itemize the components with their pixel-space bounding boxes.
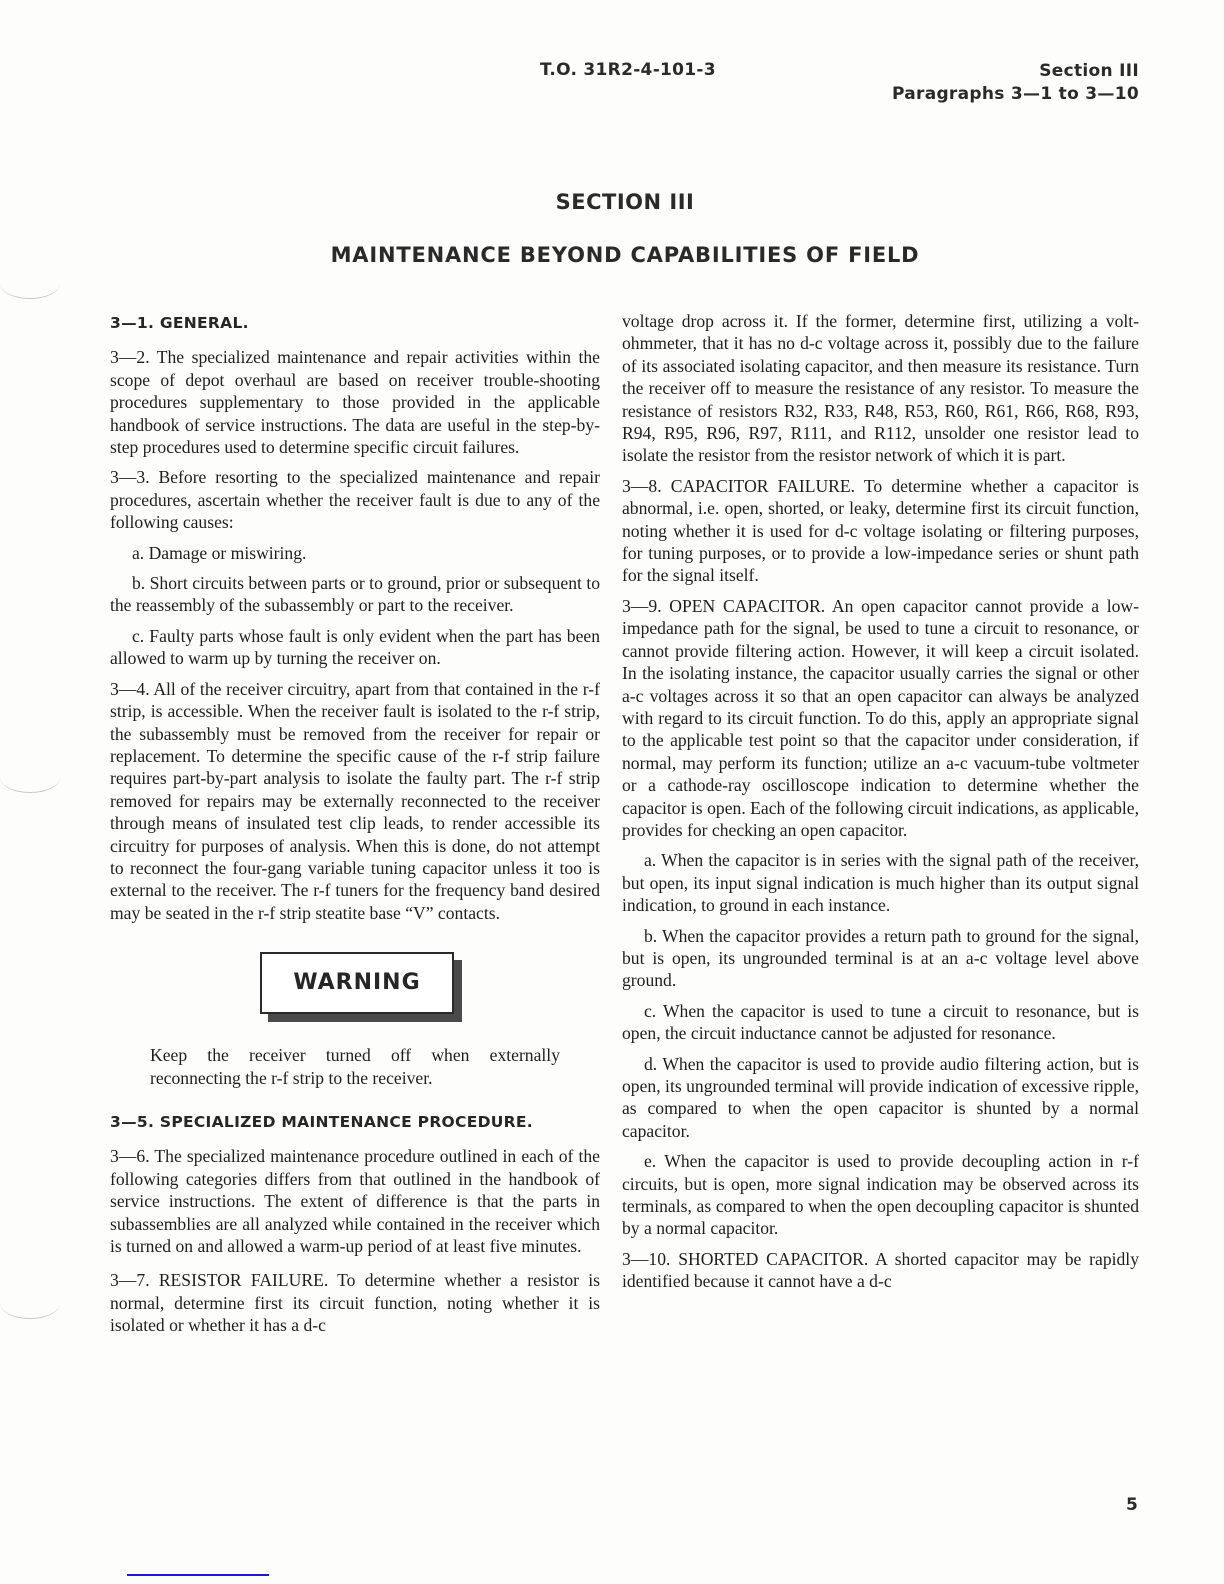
section-label: Section III: [1039, 61, 1139, 81]
heading-general: 3—1. GENERAL.: [110, 314, 249, 332]
paragraph-3-9: 3—9. OPEN CAPACITOR. An open capacitor cannot provide a low-impedance path for the signal, be used to tune a circuit to resonance, or cannot provide filtering action. However, it will keep a circuit isolated. In the isolating instance, the capacitor usually carries the signal or other a-c voltages across it so that an open capacitor can always be analyzed with regard to its circuit function. To do this, apply an appropriate signal to the applicable test point so that the capacitor under consideration, if normal, may perform its function; utilize an a-c vacuum-tube voltmeter or a cathode-ray oscilloscope indication to determine whether the capacitor is open. Each of the following circuit indications, as applicable, provides for checking an open capacitor.: [622, 595, 1139, 840]
binder-hole-mark: [0, 268, 60, 299]
paragraph-3-10: 3—10. SHORTED CAPACITOR. A shorted capacitor may be rapidly identified because it cannot have a d-c: [622, 1248, 1139, 1292]
paragraph-3-8: 3—8. CAPACITOR FAILURE. To determine whether a capacitor is abnormal, i.e. open, shorted, or leaky, determine first its circuit function, noting whether it is used for d-c voltage isolating or filtering purposes, for tuning purposes, or to provide a low-impedance series or shunt path for the signal itself.: [622, 475, 1139, 586]
heading-specialized-procedure: 3—5. SPECIALIZED MAINTENANCE PROCEDURE.: [110, 1112, 533, 1131]
left-column: [110, 312, 600, 1345]
paragraph-3-9b: b. When the capacitor provides a return path to ground for the signal, but is open, its ungrounded terminal is at an a-c voltage level above ground.: [622, 925, 1139, 991]
binder-hole-mark: [0, 762, 60, 793]
right-column: [622, 310, 1139, 1301]
paragraph-3-9c: c. When the capacitor is used to tune a circuit to resonance, but is open, the circuit inductance cannot be adjusted for resonance.: [622, 1000, 1139, 1044]
page-number: 5: [1126, 1495, 1138, 1515]
paragraph-3-3c: c. Faulty parts whose fault is only evident when the part has been allowed to warm up by turning the receiver on.: [110, 625, 600, 669]
paragraph-3-4: 3—4. All of the receiver circuitry, apart from that contained in the r-f strip, is accessible. When the receiver fault is isolated to the r-f strip, the subassembly must be removed from the receiver for repair or replacement. To determine the specific cause of the r-f strip failure requires part-by-part analysis to isolate the faulty part. The r-f strip removed for repairs may be externally reconnected to the receiver through means of insulated test clip leads, to render accessible its circuitry for purposes of analysis. When this is done, do not attempt to reconnect the four-gang variable tuning capacitor unless it too is external to the receiver. The r-f tuners for the frequency band desired may be seated in the r-f strip steatite base “V” contacts.: [110, 678, 600, 923]
paragraph-3-9e: e. When the capacitor is used to provide decoupling action in r-f circuits, but is open, more signal indication may be observed across its terminals, as compared to when the open decoupling capacitor is shunted by a normal capacitor.: [622, 1151, 1139, 1239]
paragraph-3-7-continued: voltage drop across it. If the former, determine first, utilizing a volt-ohmmeter, that it has no d-c voltage across it, possibly due to the failure of its associated isolating capacitor, and then measure its resistance. Turn the receiver off to measure the resistance of any resistor. To measure the resistance of resistors R32, R33, R48, R53, R60, R61, R66, R68, R93, R94, R95, R96, R97, R111, and R112, unsolder one resistor lead to isolate the resistor from the resistor network of which it is part.: [622, 311, 1139, 466]
paragraph-3-3b: b. Short circuits between parts or to ground, prior or subsequent to the reassembly of the subassembly or part to the receiver.: [110, 573, 600, 616]
paragraph-3-9a: a. When the capacitor is in series with the signal path of the receiver, but open, its input signal indication is much higher than its output signal indication, to ground in each instance.: [622, 850, 1139, 916]
paragraph-3-6: 3—6. The specialized maintenance procedure outlined in each of the following categories differs from that outlined in the handbook of service instructions. The extent of difference is that the parts in subassemblies are all analyzed while contained in the receiver which is turned on and allowed a warm-up period of at least five minutes.: [110, 1146, 600, 1256]
paragraph-3-3: 3—3. Before resorting to the specialized maintenance and repair procedures, ascertain whether the receiver fault is due to any of the following causes:: [110, 467, 600, 533]
paragraph-range: Paragraphs 3—1 to 3—10: [891, 84, 1139, 104]
running-header: [892, 60, 1139, 106]
paragraph-3-3a: a. Damage or miswiring.: [132, 542, 307, 563]
warning-label: WARNING: [260, 952, 454, 1014]
paragraph-3-9d: d. When the capacitor is used to provide audio filtering action, but is open, its ungrounded terminal will provide indication of excessive ripple, as compared to when the open capacitor is shunted by a normal capacitor.: [622, 1053, 1139, 1141]
blue-underline-mark: [127, 1574, 269, 1576]
paragraph-3-7: 3—7. RESISTOR FAILURE. To determine whether a resistor is normal, determine first its circuit function, noting whether it is isolated or whether it has a d-c: [110, 1270, 600, 1336]
section-title: SECTION III: [555, 190, 695, 214]
section-subtitle: MAINTENANCE BEYOND CAPABILITIES OF FIELD: [330, 243, 920, 267]
warning-text: Keep the receiver turned off when externally reconnecting the r-f strip to the receiver.: [150, 1045, 560, 1088]
binder-hole-mark: [0, 1288, 60, 1319]
technical-order-number: T.O. 31R2-4-101-3: [540, 60, 716, 80]
warning-callout: [110, 952, 600, 1036]
paragraph-3-2: 3—2. The specialized maintenance and repair activities within the scope of depot overhaul are based on receiver trouble-shooting procedures supplementary to those provided in the applicable handbook of service instructions. The data are useful in the step-by-step procedures used to determine specific circuit failures.: [110, 347, 600, 458]
